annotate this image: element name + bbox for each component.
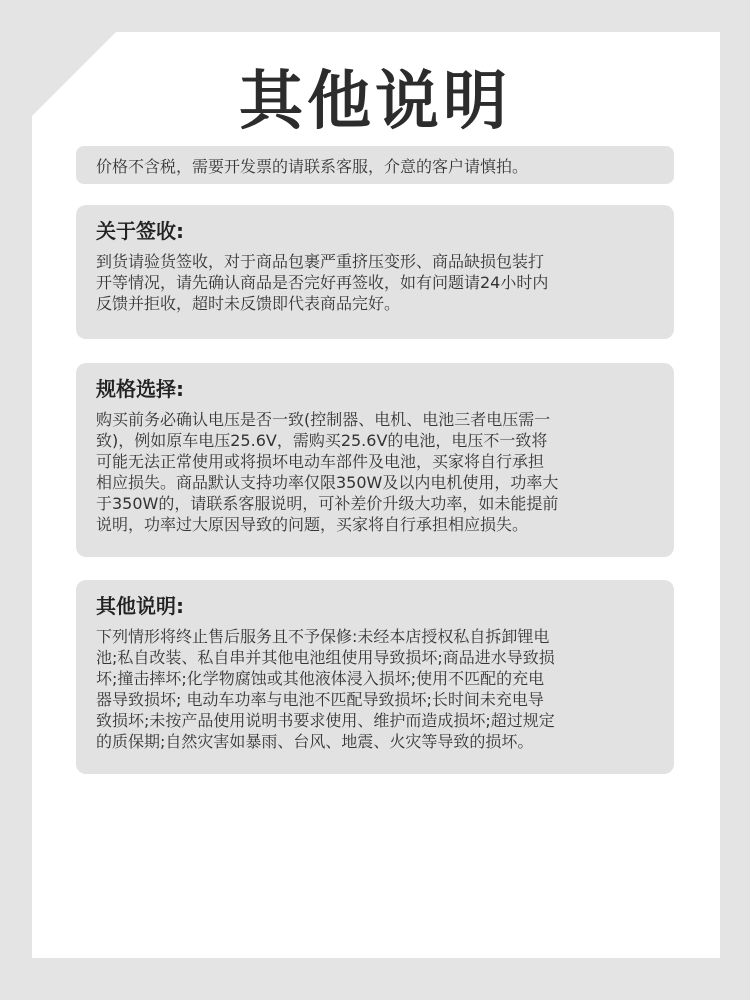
section-body [96,251,658,314]
section-other-notes [76,580,674,774]
body-line: 相应损失。商品默认支持功率仅限350W及以内电机使用，功率大 [96,473,559,492]
section-spec-selection [76,363,674,557]
section-body [96,409,658,535]
body-line: 池;私自改装、私自串并其他电池组使用导致损坏;商品进水导致损 [96,648,555,667]
section-heading: 规格选择: [96,377,184,401]
body-line: 的质保期;自然灾害如暴雨、台风、地震、火灾等导致的损坏。 [96,732,534,751]
body-line: 于350W的，请联系客服说明，可补差价升级大功率，如未能提前 [96,494,559,513]
section-heading: 关于签收: [96,219,184,243]
body-line: 可能无法正常使用或将损坏电动车部件及电池，买家将自行承担 [96,452,545,471]
section-signing [76,205,674,339]
section-body [96,626,658,752]
body-line: 致)，例如原车电压25.6V，需购买25.6V的电池，电压不一致将 [96,431,548,450]
section-heading: 其他说明: [96,594,184,618]
body-line: 致损坏;未按产品使用说明书要求使用、维护而造成损坏;超过规定 [96,711,555,730]
body-line: 反馈并拒收，超时未反馈即代表商品完好。 [96,294,401,313]
body-line: 到货请验货签收，对于商品包裹严重挤压变形、商品缺损包装打 [96,252,545,271]
page-title: 其他说明 [239,65,511,139]
body-line: 购买前务必确认电压是否一致(控制器、电机、电池三者电压需一 [96,410,551,429]
body-line: 说明，功率过大原因导致的问题，买家将自行承担相应损失。 [96,515,529,534]
body-line: 器导致损坏; 电动车功率与电池不匹配导致损坏;长时间未充电导 [96,690,544,709]
body-line: 坏;撞击摔坏;化学物腐蚀或其他液体浸入损坏;使用不匹配的充电 [96,669,545,688]
body-line: 开等情况，请先确认商品是否完好再签收，如有问题请24小时内 [96,273,549,292]
price-notice: 价格不含税，需要开发票的请联系客服，介意的客户请慎拍。 [76,146,674,184]
body-line: 下列情形将终止售后服务且不予保修:未经本店授权私自拆卸锂电 [96,627,550,646]
